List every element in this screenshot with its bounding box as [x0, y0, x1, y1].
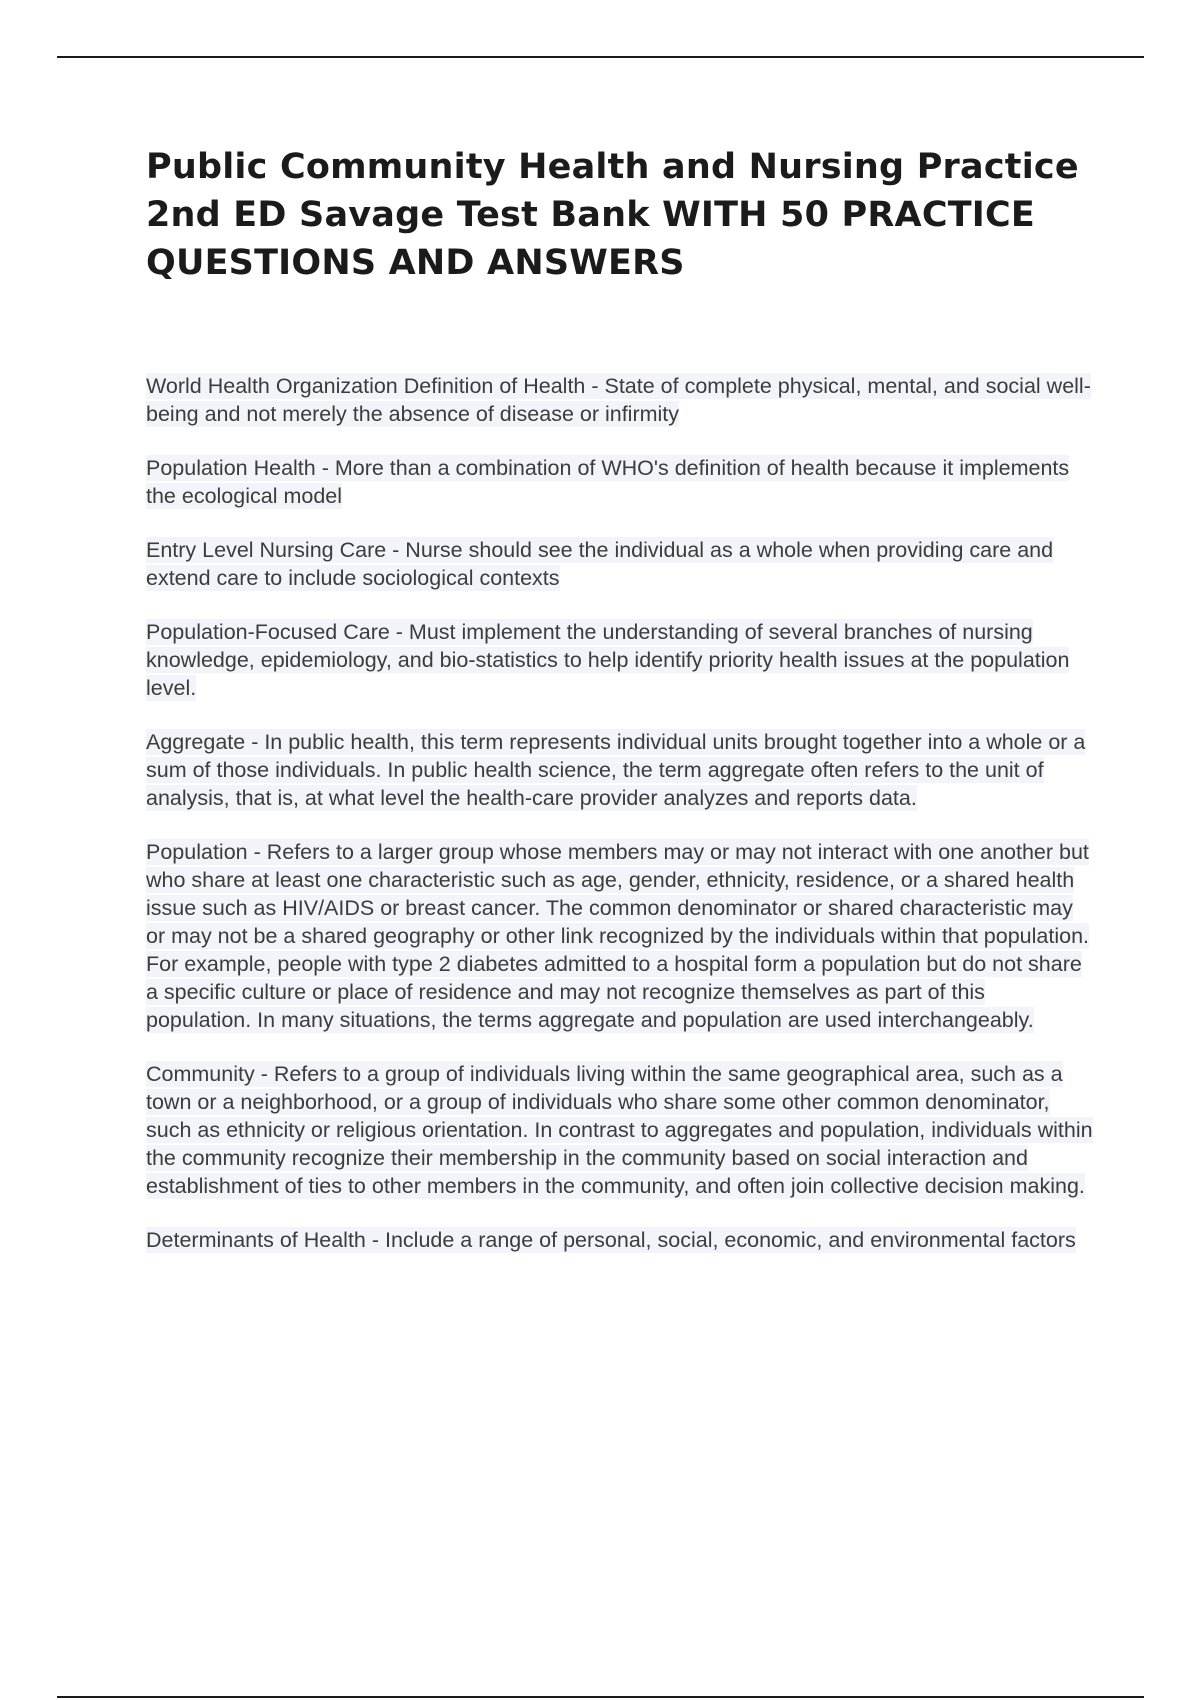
- entry-text: Entry Level Nursing Care - Nurse should see the individual as a whole when providing care and extend care to include sociological contexts: [146, 538, 1054, 590]
- list-item: [146, 1226, 1096, 1254]
- list-item: [146, 454, 1096, 510]
- entry-list: [146, 372, 1096, 1280]
- bottom-divider: [57, 1696, 1144, 1698]
- entry-text: Population-Focused Care - Must implement the understanding of several branches of nursing knowledge, epidemiology, and bio-statistics to help identify priority health issues at the population level.: [146, 620, 1070, 700]
- list-item: [146, 372, 1096, 428]
- top-divider: [57, 56, 1144, 58]
- list-item: [146, 728, 1096, 812]
- list-item: [146, 536, 1096, 592]
- entry-text: Population Health - More than a combination of WHO's definition of health because it implements the ecological model: [146, 456, 1070, 508]
- entry-text: Aggregate - In public health, this term represents individual units brought together into a whole or a sum of those individuals. In public health science, the term aggregate often refers to the unit of analysis, that is, at what level the health-care provider analyzes and reports data.: [146, 730, 1086, 810]
- entry-text: Population - Refers to a larger group whose members may or may not interact with one another but who share at least one characteristic such as age, gender, ethnicity, residence, or a shared health issue such as HIV/AIDS or breast cancer. The common denominator or shared characteristic may or may not be a shared geography or other link recognized by the individuals within that population. For example, people with type 2 diabetes admitted to a hospital form a population but do not share a specific culture or place of residence and may not recognize themselves as part of this population. In many situations, the terms aggregate and population are used interchangeably.: [146, 840, 1089, 1032]
- entry-text: World Health Organization Definition of Health - State of complete physical, mental, and social well-being and not merely the absence of disease or infirmity: [146, 374, 1091, 426]
- list-item: [146, 838, 1096, 1034]
- entry-text: Determinants of Health - Include a range of personal, social, economic, and environmental factors: [146, 1228, 1076, 1252]
- page-title: Public Community Health and Nursing Practice 2nd ED Savage Test Bank WITH 50 PRACTICE QUESTIONS AND ANSWERS: [146, 147, 1079, 283]
- list-item: [146, 1060, 1096, 1200]
- list-item: [146, 618, 1096, 702]
- entry-text: Community - Refers to a group of individuals living within the same geographical area, such as a town or a neighborhood, or a group of individuals who share some other common denominator, such as ethnicity or religious orientation. In contrast to aggregates and population, individuals within the community recognize their membership in the community based on social interaction and establishment of ties to other members in the community, and often join collective decision making.: [146, 1062, 1093, 1198]
